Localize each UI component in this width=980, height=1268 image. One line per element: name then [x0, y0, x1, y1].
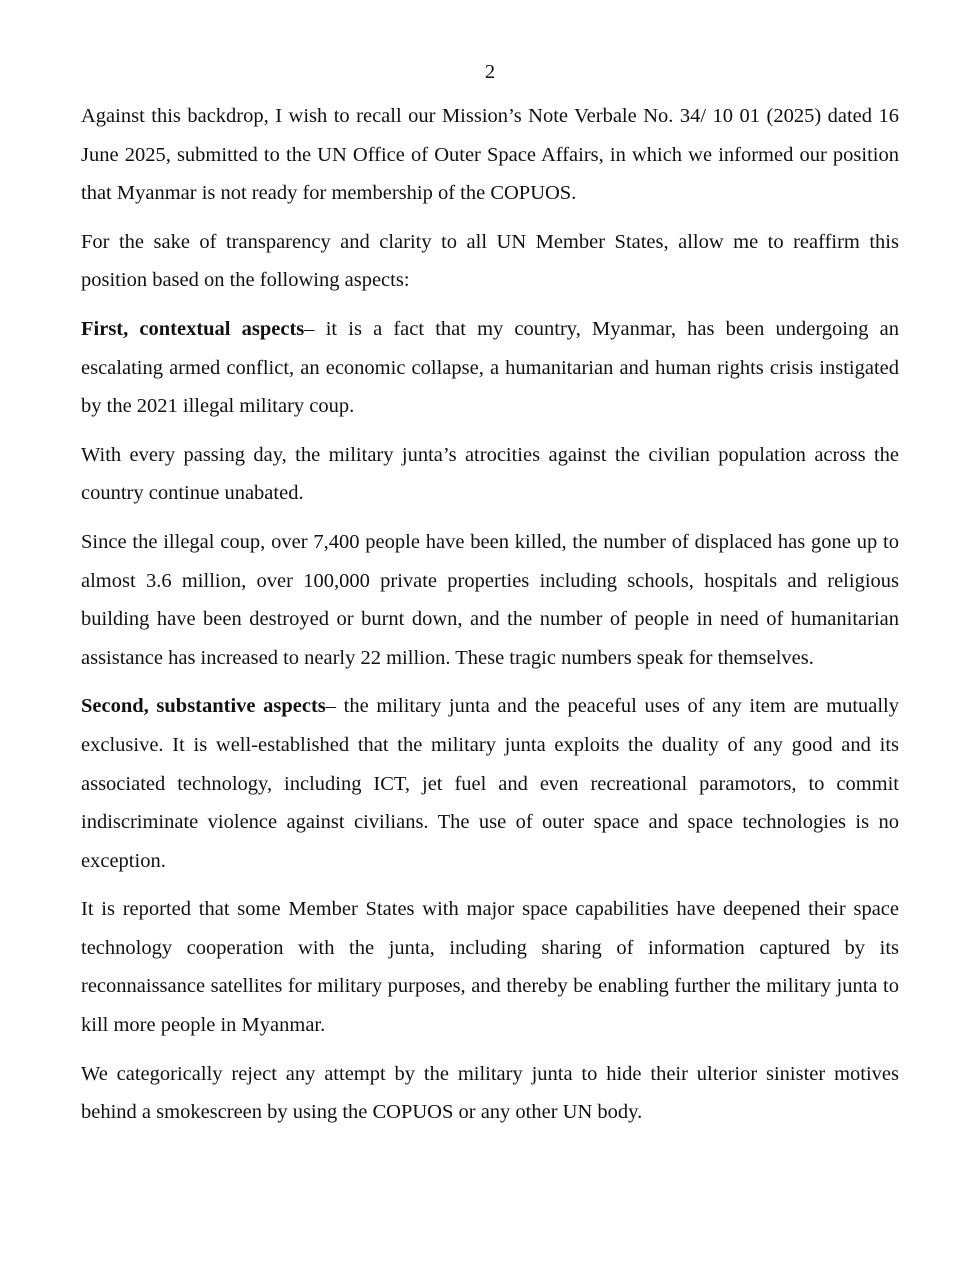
- paragraph-text: We categorically reject any attempt by the military junta to hide their ulterior sinister motives behind a smokescreen by using the COPUOS or any other UN body.: [81, 1062, 899, 1124]
- paragraph-text: For the sake of transparency and clarity to all UN Member States, allow me to reaffirm this position based on the following aspects:: [81, 230, 899, 292]
- paragraph-text: – the military junta and the peaceful uses of any item are mutually exclusive. It is well-established that the military junta exploits the duality of any good and its associated technology, including ICT, jet fuel and even recreational paramotors, to commit indiscriminate violence against civilians. The use of outer space and space technologies is no exception.: [81, 695, 900, 872]
- paragraph-text: Against this backdrop, I wish to recall our Mission’s Note Verbale No. 34/ 10 01 (2025) dated 16 June 2025, submitted to the UN Office of Outer Space Affairs, in which we informed our position that Myanmar is not ready for membership of the COPUOS.: [81, 105, 899, 205]
- paragraph-atrocities: [81, 436, 899, 513]
- paragraph-backdrop: [81, 97, 899, 213]
- paragraph-text: It is reported that some Member States with major space capabilities have deepened their space technology cooperation with the junta, including sharing of information captured by its reconnaissance satellites for military purposes, and thereby be enabling further the military junta to kill more people in Myanmar.: [81, 898, 899, 1037]
- paragraph-lead-heading: First, contextual aspects: [81, 317, 305, 340]
- paragraph-space-cooperation: [81, 890, 899, 1044]
- paragraph-text: – it is a fact that my country, Myanmar, has been undergoing an escalating armed conflict, an economic collapse, a humanitarian and human rights crisis instigated by the 2021 illegal military coup.: [81, 317, 899, 418]
- paragraph-transparency: [81, 223, 899, 300]
- paragraph-contextual-aspects: [81, 310, 899, 426]
- document-body: [81, 97, 899, 1142]
- paragraph-substantive-aspects: [81, 687, 899, 880]
- paragraph-text: With every passing day, the military junta’s atrocities against the civilian population across the country continue unabated.: [81, 443, 899, 505]
- paragraph-text: Since the illegal coup, over 7,400 people have been killed, the number of displaced has gone up to almost 3.6 million, over 100,000 private properties including schools, hospitals and religious building have been destroyed or burnt down, and the number of people in need of humanitarian assistance has increased to nearly 22 million. These tragic numbers speak for themselves.: [81, 530, 899, 669]
- paragraph-rejection: [81, 1055, 899, 1132]
- page-number: 2: [484, 61, 496, 83]
- paragraph-lead-heading: Second, substantive aspects: [81, 695, 326, 718]
- paragraph-statistics: [81, 523, 899, 677]
